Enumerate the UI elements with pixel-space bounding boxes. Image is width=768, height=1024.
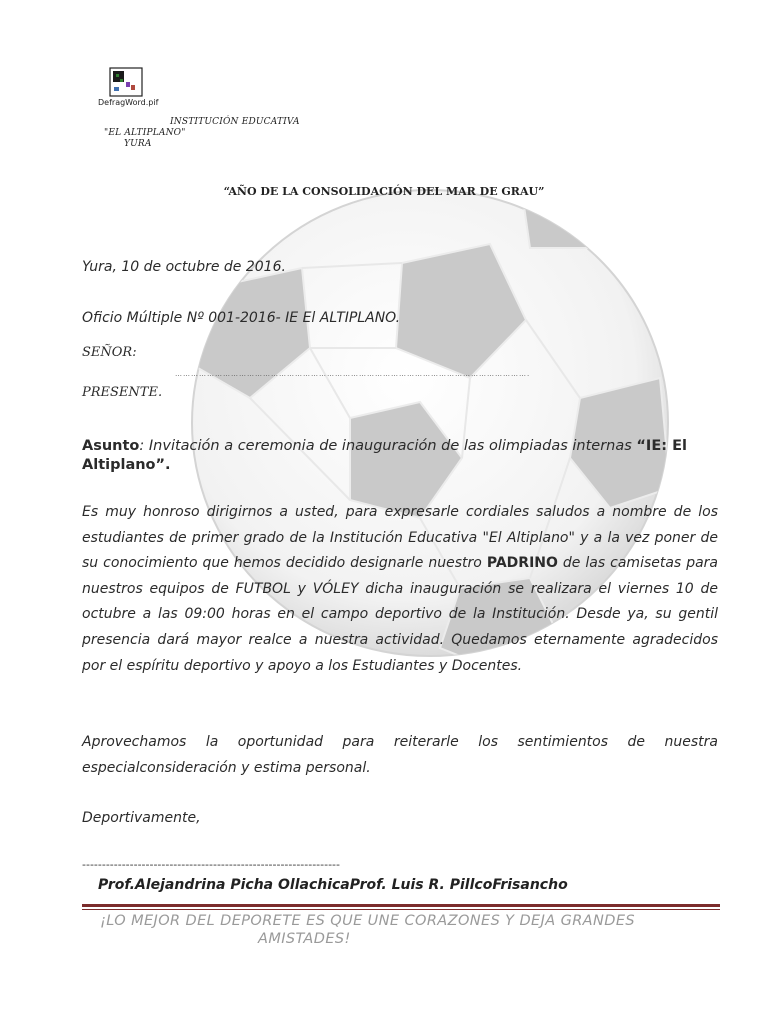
presente-label: PRESENTE. xyxy=(82,385,163,400)
subject-event-name: “IE: El Altiplano”. xyxy=(82,438,687,473)
footer-slogan xyxy=(100,912,720,948)
subject-line xyxy=(82,437,718,475)
body-paragraph-2: Aprovechamos la oportunidad para reiterarle los sentimientos de nuestra especialconsideración y estima personal. xyxy=(82,734,718,776)
date-line: Yura, 10 de octubre de 2016. xyxy=(82,259,286,275)
footer-slogan-line1: ¡LO MEJOR DEL DEPORETE ES QUE UNE CORAZONES Y DEJA GRANDES xyxy=(100,913,635,929)
recipient-label: SEÑOR: xyxy=(82,345,137,360)
word-document-icon[interactable] xyxy=(109,67,143,97)
footer-slogan-line2: AMISTADES! xyxy=(258,931,351,947)
recipient-dotted-line: ……………………………………………………………………………………………………………………. xyxy=(175,370,531,378)
signer-names: Prof.Alejandrina Picha OllachicaProf. Luis R. PillcoFrisancho xyxy=(98,877,568,893)
body-paragraph-1-start: Es muy honroso dirigirnos a usted, para expresarle cordiales saludos a nombre de los estudiantes de primer grado de la Institución Educativa "El Altiplano" y a la vez poner de su conocimiento que hemos decidido designarle nuestro xyxy=(82,504,718,572)
institution-city: YURA xyxy=(124,139,152,149)
institution-name: INSTITUCIÓN EDUCATIVA xyxy=(170,117,300,127)
year-motto: “AÑO DE LA CONSOLIDACIÓN DEL MAR DE GRAU” xyxy=(223,185,545,198)
footer-rule-thick xyxy=(82,904,720,907)
body-paragraph-1-end: de las camisetas para nuestros equipos de FUTBOL y VÓLEY dicha inauguración se realizara el viernes 10 de octubre a las 09:00 horas en el campo deportivo de la Institución. Desde ya, su gentil presencia dará mayor realce a nuestra actividad. Quedamos eternamente agradecidos por el espíritu deportivo y apoyo a los Estudiantes y Docentes. xyxy=(82,555,719,674)
signature-line: ----------------------------------------------------------------- xyxy=(82,858,341,871)
footer-rule-thin xyxy=(82,909,720,910)
subject-label: Asunto xyxy=(82,438,140,454)
institution-subname: "EL ALTIPLANO" xyxy=(104,128,186,138)
oficio-number: Oficio Múltiple Nº 001-2016- IE El ALTIPLANO. xyxy=(82,310,401,326)
padrino-word: PADRINO xyxy=(486,555,558,572)
file-name-label: DefragWord.pif xyxy=(98,98,159,107)
closing-salutation: Deportivamente, xyxy=(82,810,201,826)
subject-text: : Invitación a ceremonia de inauguración de las olimpiadas internas xyxy=(139,438,637,454)
body-paragraph-1 xyxy=(82,500,718,679)
